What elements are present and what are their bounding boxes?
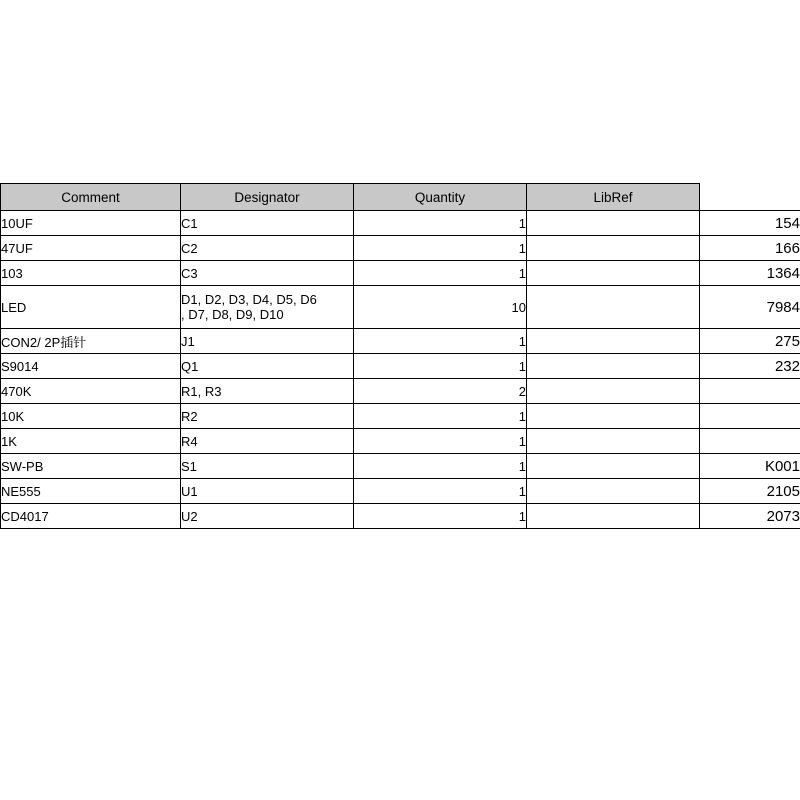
table-row <box>1 404 800 429</box>
cell-designator: U1 <box>181 479 354 504</box>
cell-comment: 47UF <box>1 236 181 261</box>
table-row <box>1 211 800 236</box>
cell-libref <box>527 286 700 329</box>
designator-line-1: D1, D2, D3, D4, D5, D6 <box>181 292 317 307</box>
cell-comment: CD4017 <box>1 504 181 529</box>
table-row <box>1 454 800 479</box>
cell-comment: CON2/ 2P插针 <box>1 329 181 354</box>
column-header-quantity: Quantity <box>354 184 527 211</box>
table-row <box>1 329 800 354</box>
cell-comment: 1K <box>1 429 181 454</box>
cell-comment: SW-PB <box>1 454 181 479</box>
cell-libref <box>527 354 700 379</box>
cell-designator: C3 <box>181 261 354 286</box>
cell-comment: 10K <box>1 404 181 429</box>
cell-libref <box>527 329 700 354</box>
cell-quantity: 1 <box>354 261 527 286</box>
cell-designator: R4 <box>181 429 354 454</box>
designator-line-2: , D7, D8, D9, D10 <box>181 307 284 322</box>
cell-designator: Q1 <box>181 354 354 379</box>
cell-libref <box>527 504 700 529</box>
cell-quantity: 1 <box>354 454 527 479</box>
cell-extra: 166 <box>700 236 800 261</box>
cell-extra: 1364 <box>700 261 800 286</box>
cell-libref <box>527 479 700 504</box>
table-body <box>1 211 800 529</box>
cell-libref <box>527 261 700 286</box>
cell-comment: S9014 <box>1 354 181 379</box>
cell-extra: 7984 <box>700 286 800 329</box>
cell-designator: S1 <box>181 454 354 479</box>
cell-quantity: 1 <box>354 236 527 261</box>
cell-extra <box>700 404 800 429</box>
cell-designator: R1, R3 <box>181 379 354 404</box>
cell-libref <box>527 404 700 429</box>
cell-extra: K001 <box>700 454 800 479</box>
cell-designator: C2 <box>181 236 354 261</box>
cell-libref <box>527 379 700 404</box>
cell-quantity: 1 <box>354 479 527 504</box>
column-header-comment: Comment <box>1 184 181 211</box>
cell-designator: C1 <box>181 211 354 236</box>
cell-extra: 154 <box>700 211 800 236</box>
cell-comment: 10UF <box>1 211 181 236</box>
column-header-libref: LibRef <box>527 184 700 211</box>
cell-comment: LED <box>1 286 181 329</box>
bill-of-materials-container <box>0 183 800 529</box>
table-row <box>1 354 800 379</box>
cell-extra: 275 <box>700 329 800 354</box>
table-header <box>1 184 800 211</box>
cell-designator <box>181 286 354 329</box>
cell-quantity: 1 <box>354 504 527 529</box>
table-row <box>1 379 800 404</box>
table-row <box>1 236 800 261</box>
cell-libref <box>527 236 700 261</box>
table-row <box>1 429 800 454</box>
cell-designator: U2 <box>181 504 354 529</box>
cell-libref <box>527 454 700 479</box>
cell-comment: NE555 <box>1 479 181 504</box>
cell-libref <box>527 429 700 454</box>
cell-libref <box>527 211 700 236</box>
cell-extra <box>700 429 800 454</box>
cell-designator: J1 <box>181 329 354 354</box>
cell-extra: 2073 <box>700 504 800 529</box>
bom-table <box>0 183 800 529</box>
table-row <box>1 479 800 504</box>
header-row <box>1 184 800 211</box>
cell-quantity: 1 <box>354 404 527 429</box>
cell-designator: R2 <box>181 404 354 429</box>
column-header-extra <box>700 184 800 211</box>
cell-comment: 470K <box>1 379 181 404</box>
column-header-designator: Designator <box>181 184 354 211</box>
cell-quantity: 10 <box>354 286 527 329</box>
cell-extra: 2105 <box>700 479 800 504</box>
table-row <box>1 286 800 329</box>
cell-quantity: 1 <box>354 429 527 454</box>
cell-quantity: 1 <box>354 354 527 379</box>
cell-quantity: 1 <box>354 211 527 236</box>
cell-extra: 232 <box>700 354 800 379</box>
table-row <box>1 504 800 529</box>
cell-quantity: 1 <box>354 329 527 354</box>
table-row <box>1 261 800 286</box>
cell-extra <box>700 379 800 404</box>
cell-comment: 103 <box>1 261 181 286</box>
cell-quantity: 2 <box>354 379 527 404</box>
